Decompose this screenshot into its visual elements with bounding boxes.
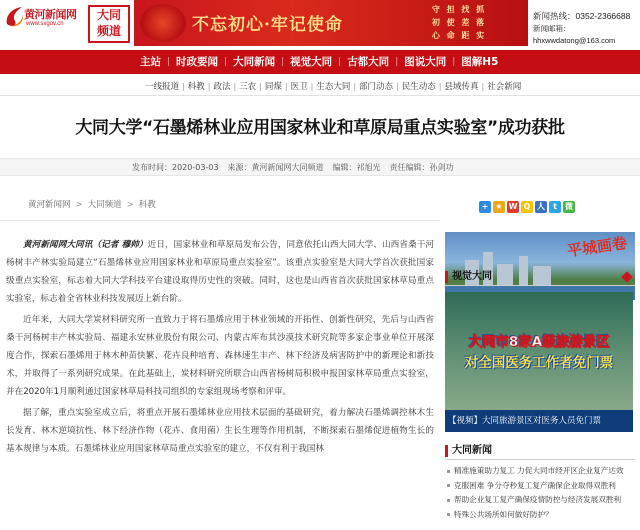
sidebar-banner-image[interactable] xyxy=(445,232,635,300)
logo-text: 黄河新闻网 xyxy=(24,8,77,21)
share-tencent-icon[interactable]: t xyxy=(549,201,561,213)
nav-item-h5[interactable]: 图解H5 xyxy=(461,56,499,68)
subnav-item[interactable]: 政法 xyxy=(213,82,231,92)
bullet-icon xyxy=(447,484,450,487)
news-item[interactable]: 帮助企业复工复产确保疫情防控与经济发展双胜利 xyxy=(445,493,637,508)
article-editor: 责任编辑：孙剑功 xyxy=(389,163,454,172)
subnav-item[interactable]: 科教 xyxy=(187,82,205,92)
mailbox-label: 新闻邮箱： xyxy=(533,23,571,33)
share-favorite-icon[interactable]: ★ xyxy=(493,201,505,213)
nav-separator: | xyxy=(395,57,399,67)
news-item[interactable]: 特殊公共场所如何做好防护？ xyxy=(445,508,637,523)
article-body xyxy=(6,236,434,461)
subnav-item[interactable]: 民生动态 xyxy=(401,82,436,92)
logo-url: www.sxgov.cn xyxy=(26,21,64,27)
bullet-icon xyxy=(447,499,450,502)
breadcrumb-item[interactable]: 科教 xyxy=(138,200,156,210)
article-meta xyxy=(0,158,640,176)
news-item[interactable]: 精准施策助力复工 力促大同市经开区企业复产达效 xyxy=(445,464,637,479)
nav-separator: | xyxy=(224,57,228,67)
nav-item-home[interactable]: 主站 xyxy=(140,56,161,68)
nav-item-ancient-capital[interactable]: 古都大同 xyxy=(347,56,390,68)
main-nav xyxy=(0,50,640,74)
divider xyxy=(0,220,440,221)
banner-motto-line: 守 担 找 抓 xyxy=(431,5,487,14)
article-lead: 黄河新闻网大同讯（记者 穆帅） xyxy=(23,240,148,250)
share-people-icon[interactable]: 人 xyxy=(537,202,545,211)
video-caption[interactable]: 【视频】大同旅游景区对医务人员免门票 xyxy=(445,410,633,432)
share-weibo-icon[interactable]: W xyxy=(508,202,518,211)
sidebar-banner-text: 平城画卷 xyxy=(566,233,629,261)
featured-video[interactable] xyxy=(445,292,633,432)
subnav-item[interactable]: 部门动态 xyxy=(359,82,394,92)
site-header xyxy=(0,0,640,50)
share-bar xyxy=(479,201,577,213)
news-list xyxy=(445,464,637,522)
mailbox-address[interactable]: hhxwwdatong@163.com xyxy=(533,36,616,45)
subnav-item[interactable]: 一线报道 xyxy=(145,82,180,92)
section-header-news xyxy=(445,442,635,460)
share-qzone-icon[interactable]: Q xyxy=(521,201,533,213)
article-title: 大同大学“石墨烯林业应用国家林业和草原局重点实验室”成功获批 xyxy=(75,118,565,138)
banner-decoration xyxy=(140,4,186,42)
bullet-icon xyxy=(447,513,450,516)
channel-line1: 大同 xyxy=(96,8,121,22)
bullet-icon xyxy=(447,470,450,473)
news-item[interactable]: 克服困难 争分夺秒复工复产确保企业取得双胜利 xyxy=(445,479,637,494)
subnav-item[interactable]: 三农 xyxy=(239,82,257,92)
paragraph-text: 近日，国家林业和草原局发布公告，同意依托山西大同大学、山西省桑干河杨树丰产林实验局建立“石墨烯林业应用国家林业和草原局重点实验室”。该重点实验室是大同大学首次获批国家级重点实验室，标志着大同大学科技平台建设取得历史性的突破。同时，这也是山西省首次获批国家林草局重点实验室，标志着全省林业科技发展迈上新台阶。 xyxy=(6,240,434,304)
publish-date: 发布时间：2020-03-03 xyxy=(132,163,219,172)
nav-item-photo[interactable]: 图说大同 xyxy=(404,56,447,68)
subnav-item[interactable]: 医卫 xyxy=(290,82,308,92)
share-more-icon[interactable]: + xyxy=(479,201,491,213)
banner-motto-line: 初 使 差 落 xyxy=(431,18,487,27)
channel-line2: 频道 xyxy=(96,24,121,38)
nav-separator: | xyxy=(452,57,456,67)
article-paragraph: 据了解，重点实验室成立后，将重点开展石墨烯林业应用技术层面的基础研究，着力解决石墨烯调控林木生长发育、林木逆境抗性、林下经济作物（花卉、食用菌）生长生理等作用机制，不断探索石墨烯促进植物生长的基本规律与本质。石墨烯林业应用国家林草局重点实验室的建立，不仅有利于我国林 xyxy=(6,408,434,454)
site-logo[interactable] xyxy=(4,2,86,36)
sub-nav: 一线报道 | 科教 | 政法 | 三农 | 同煤 | 医卫 | 生态大同 | 部门动态 | 民生动态 | 县域传真 | 社会新闻 xyxy=(0,78,640,96)
subnav-item[interactable]: 生态大同 xyxy=(316,82,351,92)
contact-info xyxy=(533,10,639,48)
banner-slogan: 不忘初心·牢记使命 xyxy=(192,15,343,35)
video-headline-line1: 大同市8家A级旅游景区 xyxy=(468,334,610,350)
video-headline-line2: 对全国医务工作者免门票 xyxy=(464,355,614,371)
channel-badge[interactable] xyxy=(88,5,130,43)
banner-motto-line: 心 命 距 实 xyxy=(431,31,487,40)
nav-separator: | xyxy=(338,57,342,67)
breadcrumb-item[interactable]: 大同频道 xyxy=(87,200,122,210)
nav-item-datong-news[interactable]: 大同新闻 xyxy=(233,56,276,68)
nav-item-politics[interactable]: 时政要闻 xyxy=(176,56,219,68)
section-title[interactable]: 大同新闻 xyxy=(452,445,492,456)
article-author: 编辑：祁旭光 xyxy=(332,163,381,172)
subnav-item[interactable]: 县域传真 xyxy=(444,82,479,92)
subnav-item[interactable]: 同煤 xyxy=(264,82,282,92)
nav-separator: | xyxy=(167,57,171,67)
share-wechat-icon[interactable]: 微 xyxy=(565,202,573,211)
breadcrumb: 黄河新闻网 > 大同频道 > 科教 xyxy=(28,200,156,210)
nav-item-visual[interactable]: 视觉大同 xyxy=(290,56,333,68)
nav-separator: | xyxy=(281,57,285,67)
article-paragraph xyxy=(6,236,434,308)
yellow-river-logo-icon xyxy=(4,4,26,30)
hotline: 新闻热线：0352-2366688 xyxy=(533,11,631,21)
section-title[interactable]: 视觉大同 xyxy=(452,271,492,282)
banner-motto xyxy=(416,3,502,42)
header-banner xyxy=(134,0,528,46)
article-source: 来源：黄河新闻网大同频道 xyxy=(227,163,324,172)
breadcrumb-item[interactable]: 黄河新闻网 xyxy=(28,200,71,210)
section-header-visual xyxy=(445,268,635,286)
subnav-item[interactable]: 社会新闻 xyxy=(487,82,522,92)
more-arrow-icon[interactable] xyxy=(621,271,632,282)
article-paragraph: 近年来，大同大学炭材料研究所一直致力于将石墨烯应用于林业领域的开拓性、创新性研究，先后与山西省桑干河杨树丰产林实验局、福建永安林业股份有限公司、内蒙古库布其沙漠技术研究院等多家企事业单位开展深度合作，探索石墨烯用于林木种苗快繁、花卉良种培育、森林速生丰产、林下经济及病害防护中的新理论和新技术，并取得了一系列研究成果。在此基础上，炭材料研究所联合山西省杨树局积极申报国家林草局重点实验室，并在2020年1月顺利通过国家林草局科技司组织的专家组现场考察和评审。 xyxy=(6,315,434,397)
